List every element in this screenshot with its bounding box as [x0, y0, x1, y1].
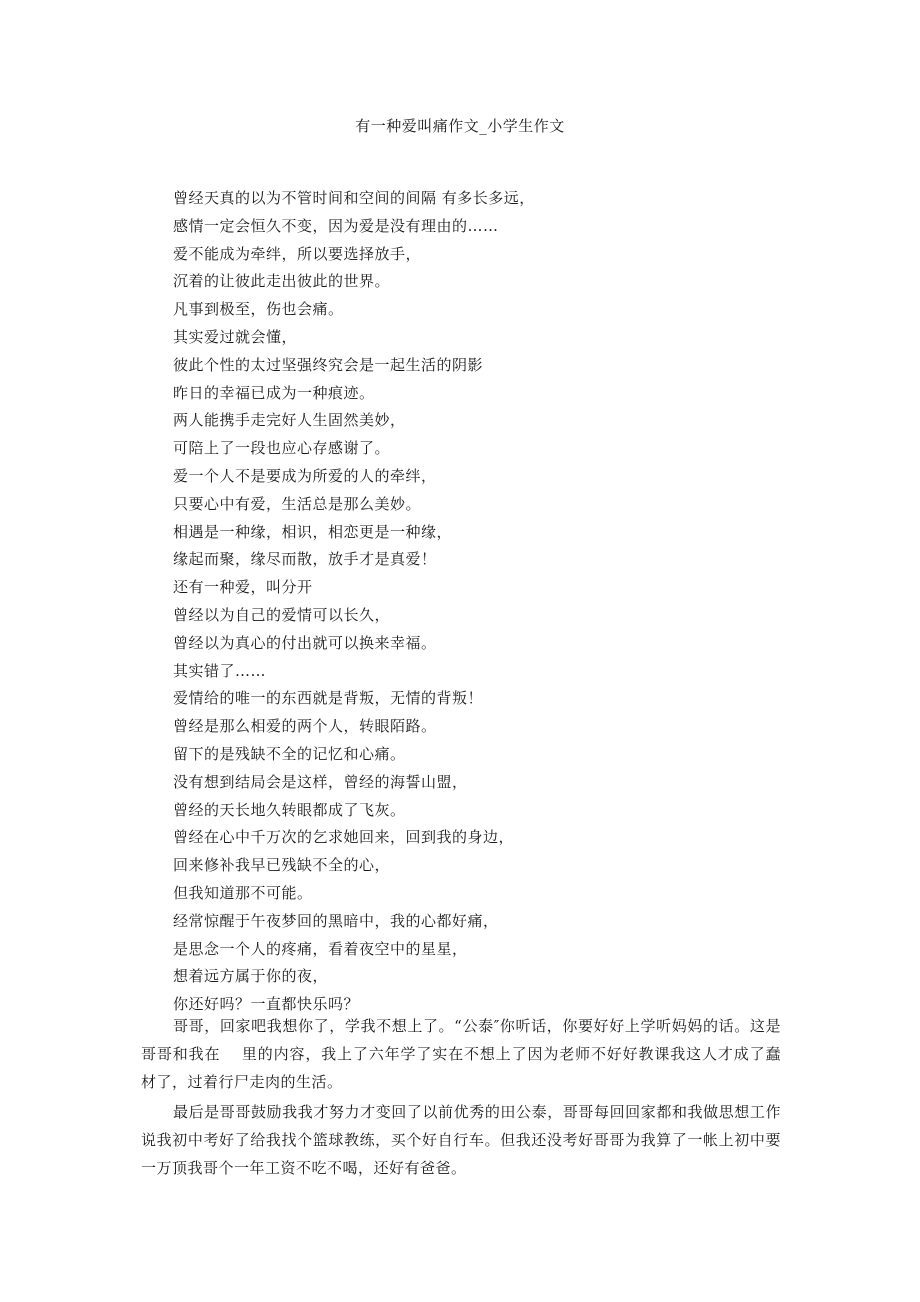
poem-line: 曾经是那么相爱的两个人，转眼陌路。	[173, 717, 437, 736]
poem-line: 其实错了……	[173, 661, 267, 680]
poem-line: 两人能携手走完好人生固然美妙，	[173, 411, 406, 430]
poem-line: 想着远方属于你的夜，	[173, 967, 329, 986]
poem-line: 留下的是残缺不全的记忆和心痛。	[173, 744, 406, 763]
poem-line: 凡事到极至，伤也会痛。	[173, 300, 344, 319]
poem-line: 是思念一个人的疼痛，看着夜空中的星星，	[173, 939, 468, 958]
poem-line: 回来修补我早已残缺不全的心，	[173, 856, 391, 875]
poem-line: 彼此个性的太过坚强终究会是一起生活的阴影	[173, 355, 484, 374]
poem-line: 曾经以为自己的爱情可以长久，	[173, 605, 391, 624]
poem-line: 经常惊醒于午夜梦回的黑暗中，我的心都好痛，	[173, 911, 499, 930]
poem-line: 曾经在心中千万次的乞求她回来，回到我的身边，	[173, 828, 515, 847]
poem-line: 可陪上了一段也应心存感谢了。	[173, 439, 391, 458]
poem-line: 曾经以为真心的付出就可以换来幸福。	[173, 633, 437, 652]
poem-lines	[173, 185, 823, 1019]
poem-line: 还有一种爱，叫分开	[173, 578, 313, 597]
poem-line: 感情一定会恒久不变，因为爱是没有理由的……	[173, 216, 499, 235]
poem-line: 缘起而聚，缘尽而散，放手才是真爱！	[173, 550, 437, 569]
poem-line: 没有想到结局会是这样，曾经的海誓山盟，	[173, 772, 468, 791]
poem-line: 爱情给的唯一的东西就是背叛，无情的背叛！	[173, 689, 484, 708]
poem-line: 其实爱过就会懂，	[173, 327, 298, 346]
poem-line: 相遇是一种缘，相识，相恋更是一种缘，	[173, 522, 453, 541]
poem-line: 你还好吗？一直都快乐吗？	[173, 995, 360, 1014]
poem-line: 曾经天真的以为不管时间和空间的间隔 有多长多远，	[173, 189, 535, 207]
poem-line: 昨日的幸福已成为一种痕迹。	[173, 383, 375, 402]
body-paragraph-2: 最后是哥哥鼓励我我才努力才变回了以前优秀的田公泰，哥哥每回回家都和我做思想工作说我初中考好了给我找个篮球教练，买个好自行车。但我还没考好哥哥为我算了一帐上初中要一万顶我哥个一年工资不吃不喝，还好有爸爸。	[141, 1103, 781, 1177]
poem-line: 曾经的天长地久转眼都成了飞灰。	[173, 800, 406, 819]
body-paragraph-1: 哥哥，回家吧我想你了，学我不想上了。“公泰″你听话，你要好好上学听妈妈的话。这是哥哥和我在 里的内容，我上了六年学了实在不想上了因为老师不好好教课我这人才成了蠢材了，过着行尸走肉的生活。	[141, 1017, 781, 1091]
poem-line: 但我知道那不可能。	[173, 883, 313, 902]
poem-line: 爱一个人不是要成为所爱的人的牵绊，	[173, 466, 437, 485]
document-title: 有一种爱叫痛作文_小学生作文	[355, 117, 565, 135]
poem-line: 沉着的让彼此走出彼此的世界。	[173, 272, 391, 291]
poem-line: 爱不能成为牵绊，所以要选择放手，	[173, 244, 422, 263]
poem-line: 只要心中有爱，生活总是那么美妙。	[173, 494, 422, 513]
